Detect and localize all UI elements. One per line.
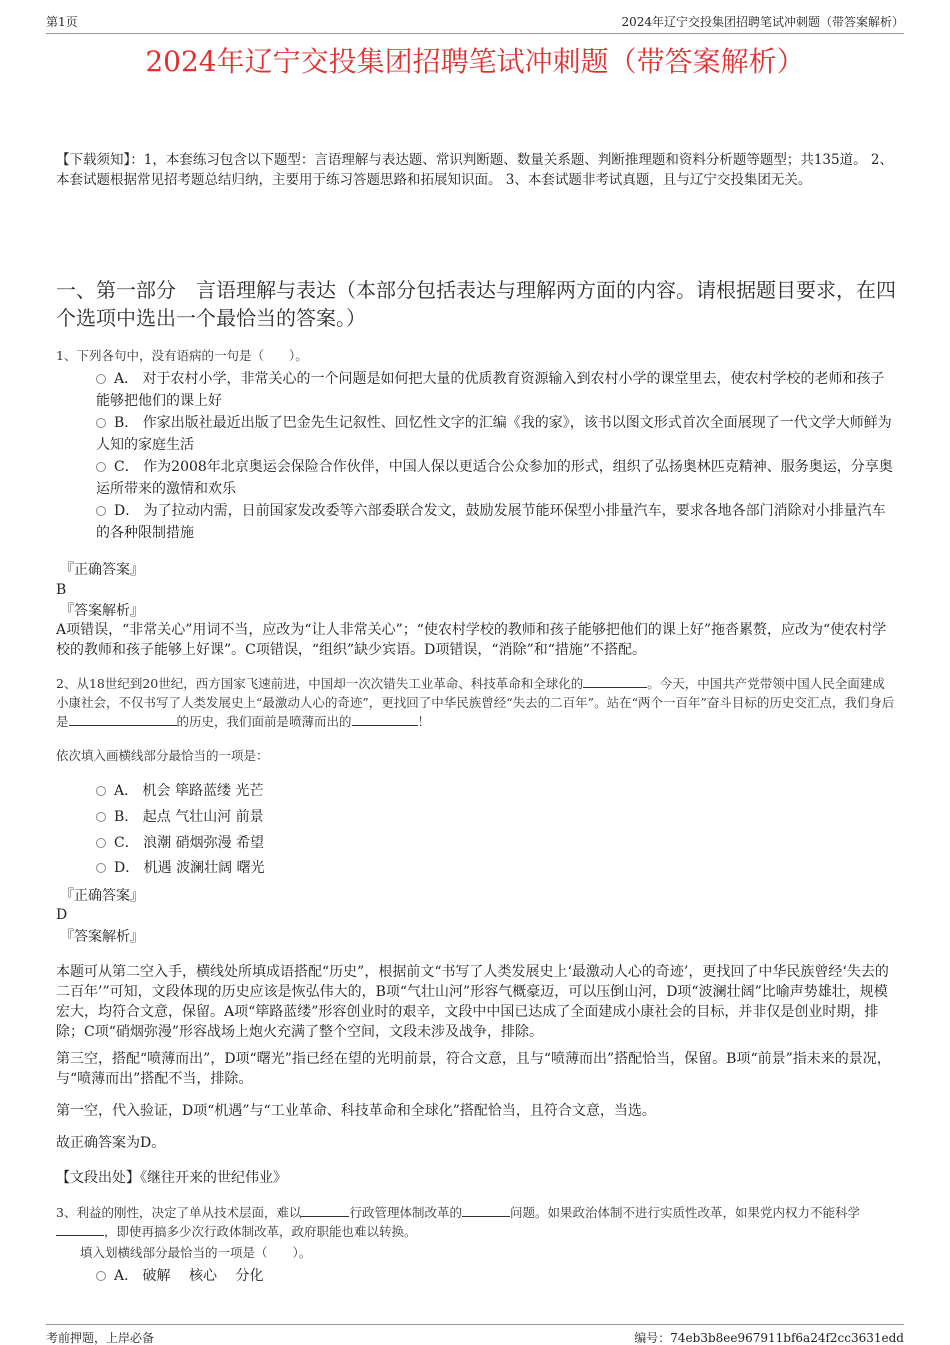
header-doc-title: 2024年辽宁交投集团招聘笔试冲刺题（带答案解析）: [621, 15, 904, 29]
q3-stem: 3、利益的刚性，决定了单从技术层面，难以 行政管理体制改革的 问题。如果政治体制不进行实质性改革，如果党内权力不能科学，即使再搞多少次行政体制改革，政府职能也难以转换。: [56, 1205, 860, 1239]
footer-serial: 编号：74eb3b8ee967911bf6a24f2cc3631edd: [634, 1331, 904, 1345]
q1-option-a[interactable]: A． 对于农村小学，非常关心的一个问题是如何把大量的优质教育资源输入到农村小学的课堂里去，使农村学校的老师和孩子能够把他们的课上好: [96, 371, 885, 409]
q2-answer-label: 『正确答案』: [60, 888, 144, 904]
q2-analysis-p1: 本题可从第二空入手，横线处所填成语搭配“历史”，根据前文“书写了人类发展史上‘最激动人心的奇迹’，更找回了中华民族曾经‘失去的二百年’”可知，文段体现的历史应该是恢弘伟大的，B项“气壮山河”形容气概豪迈，可以压倒山河，D项“波澜壮阔”比喻声势雄壮，规模宏大，均符合文意，保留。A项“筚路蓝缕”形容创业时的艰辛，文段中中国已达成了全面建成小康社会的目标，并非仅是创业时期，排除；C项“硝烟弥漫”形容战场上炮火充满了整个空间，文段未涉及战争，排除。: [56, 964, 889, 1040]
page-number: 第1页: [46, 15, 78, 29]
q2-analysis-p3: 第一空，代入验证，D项“机遇”与“工业革命、科技革命和全球化”搭配恰当，且符合文意，当选。: [56, 1103, 656, 1119]
footer-slogan: 考前押题，上岸必备: [46, 1331, 155, 1345]
q1-answer: B: [56, 582, 67, 598]
radio-icon[interactable]: [96, 812, 106, 822]
q2-analysis-p2: 第三空，搭配“喷薄而出”，D项“曙光”指已经在望的光明前景，符合文意，且与“喷薄而出”搭配恰当，保留。B项“前景”指未来的景况，与“喷薄而出”搭配不当，排除。: [56, 1051, 891, 1087]
q2-analysis-label: 『答案解析』: [60, 929, 144, 945]
q3-option-a[interactable]: A． 破解 核心 分化: [96, 1265, 896, 1287]
q2-option-c[interactable]: C． 浪潮 硝烟弥漫 希望: [96, 832, 896, 854]
radio-icon[interactable]: [96, 786, 106, 796]
q2-option-a[interactable]: A． 机会 筚路蓝缕 光芒: [96, 780, 896, 802]
radio-icon[interactable]: [96, 1271, 106, 1281]
q3-prompt: 填入划横线部分最恰当的一项是（ ）。: [80, 1245, 312, 1260]
q2-source: 【文段出处】《继往开来的世纪伟业》: [56, 1170, 287, 1186]
q2-option-b[interactable]: B． 起点 气壮山河 前景: [96, 806, 896, 828]
radio-icon[interactable]: [96, 506, 106, 516]
q1-option-c[interactable]: C． 作为2008年北京奥运会保险合作伙伴，中国人保以更适合公众参加的形式，组织了弘扬奥林匹克精神、服务奥运，分享奥运所带来的激情和欢乐: [96, 459, 893, 497]
q2-analysis-p4: 故正确答案为D。: [56, 1135, 166, 1151]
q1-stem: 1、下列各句中，没有语病的一句是（ ）。: [56, 348, 308, 363]
q1-option-d[interactable]: D． 为了拉动内需，日前国家发改委等六部委联合发文，鼓励发展节能环保型小排量汽车，要求各地各部门消除对小排量汽车的各种限制措施: [96, 503, 886, 541]
document-title: 2024年辽宁交投集团招聘笔试冲刺题（带答案解析）: [145, 45, 805, 78]
q1-analysis-label: 『答案解析』: [60, 603, 144, 619]
q2-stem: 2、从18世纪到20世纪，西方国家飞速前进，中国却一次次错失工业革命、科技革命和全球化的 。今天，中国共产党带领中国人民全面建成小康社会，不仅书写了人类发展史上“最激动人心的奇迹”，更找回了中华民族曾经“失去的二百年”。站在“两个一百年”奋斗目标的历史交汇点，我们身后是 的历史，我们面前是喷薄而出的 ！: [56, 676, 895, 729]
page-footer: [46, 1324, 904, 1345]
radio-icon[interactable]: [96, 863, 106, 873]
q1-answer-label: 『正确答案』: [60, 562, 144, 578]
radio-icon[interactable]: [96, 838, 106, 848]
q2-answer: D: [56, 907, 68, 923]
q2-prompt: 依次填入画横线部分最恰当的一项是：: [56, 748, 269, 763]
radio-icon[interactable]: [96, 374, 106, 384]
radio-icon[interactable]: [96, 418, 106, 428]
radio-icon[interactable]: [96, 462, 106, 472]
q1-option-b[interactable]: B． 作家出版社最近出版了巴金先生记叙性、回忆性文字的汇编《我的家》，该书以图文形式首次全面展现了一代文学大师鲜为人知的家庭生活: [96, 415, 892, 453]
download-notice: 【下载须知】：1，本套练习包含以下题型：言语理解与表达题、常识判断题、数量关系题、判断推理题和资料分析题等题型；共135道。 2、本套试题根据常见招考题总结归纳，主要用于练习答题思路和拓展知识面。 3、本套试题非考试真题，且与辽宁交投集团无关。: [56, 152, 893, 188]
q1-analysis: A项错误，“非常关心”用词不当，应改为“让人非常关心”；“使农村学校的教师和孩子能够把他们的课上好”拖沓累赘，应改为“使农村学校的教师和孩子能够上好课”。C项错误，“组织”缺少宾语。D项错误，“消除”和“措施”不搭配。: [56, 622, 887, 658]
q2-option-d[interactable]: D． 机遇 波澜壮阔 曙光: [96, 857, 896, 879]
section-heading: 一、第一部分 言语理解与表达（本部分包括表达与理解两方面的内容。请根据题目要求，在四个选项中选出一个最恰当的答案。）: [56, 278, 896, 330]
page-header: [46, 12, 904, 34]
